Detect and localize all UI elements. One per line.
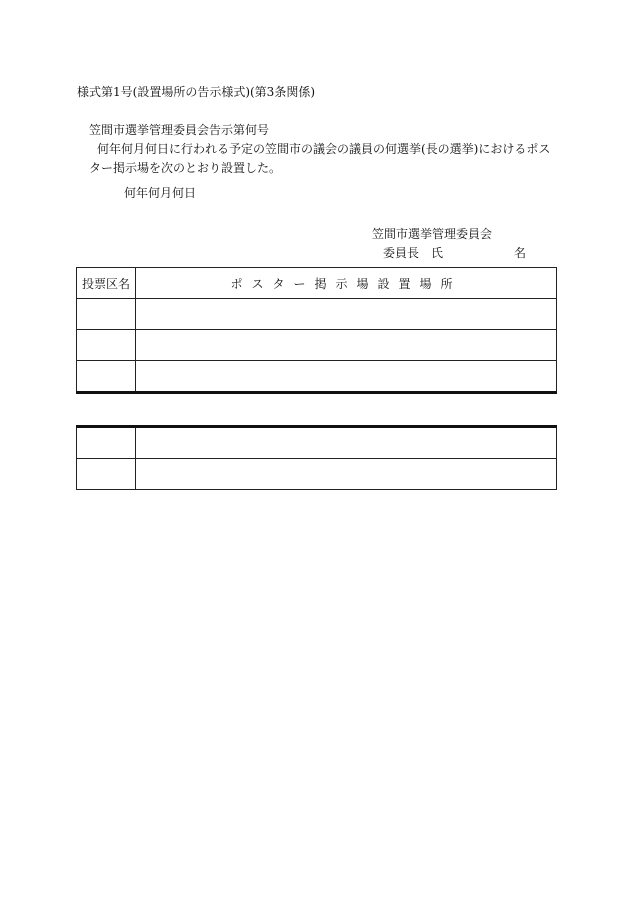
table-header-row [77, 268, 557, 299]
table-cell-district[interactable] [77, 299, 136, 330]
chair-name-label: 名 [514, 246, 527, 260]
poster-location-table-continued [76, 425, 557, 490]
table-cell-location[interactable] [136, 427, 557, 459]
notice-date: 何年何月何日 [124, 186, 197, 200]
table-cell-location[interactable] [136, 299, 557, 330]
table-row [77, 361, 557, 393]
table-row [77, 299, 557, 330]
column-header-location: ポスター掲示場設置場所 [136, 268, 557, 299]
table-row [77, 427, 557, 459]
chair-title: 委員長 氏 [383, 246, 444, 260]
table-cell-district[interactable] [77, 330, 136, 361]
table-cell-district[interactable] [77, 427, 136, 459]
table-cell-location[interactable] [136, 330, 557, 361]
table-cell-location[interactable] [136, 459, 557, 490]
notice-number: 笠間市選挙管理委員会告示第何号 [89, 123, 270, 137]
table-row [77, 330, 557, 361]
table-cell-location[interactable] [136, 361, 557, 393]
column-header-district: 投票区名 [77, 268, 136, 299]
form-title: 様式第1号(設置場所の告示様式)(第3条関係) [77, 85, 315, 99]
table-row [77, 459, 557, 490]
table-cell-district[interactable] [77, 459, 136, 490]
table-cell-district[interactable] [77, 361, 136, 393]
notice-body-line-2: ター掲示場を次のとおり設置した。 [89, 161, 282, 175]
poster-location-table [76, 267, 557, 394]
committee-name: 笠間市選挙管理委員会 [372, 227, 493, 241]
notice-body-line-1: 何年何月何日に行われる予定の笠間市の議会の議員の何選挙(長の選挙)におけるポス [97, 142, 551, 156]
